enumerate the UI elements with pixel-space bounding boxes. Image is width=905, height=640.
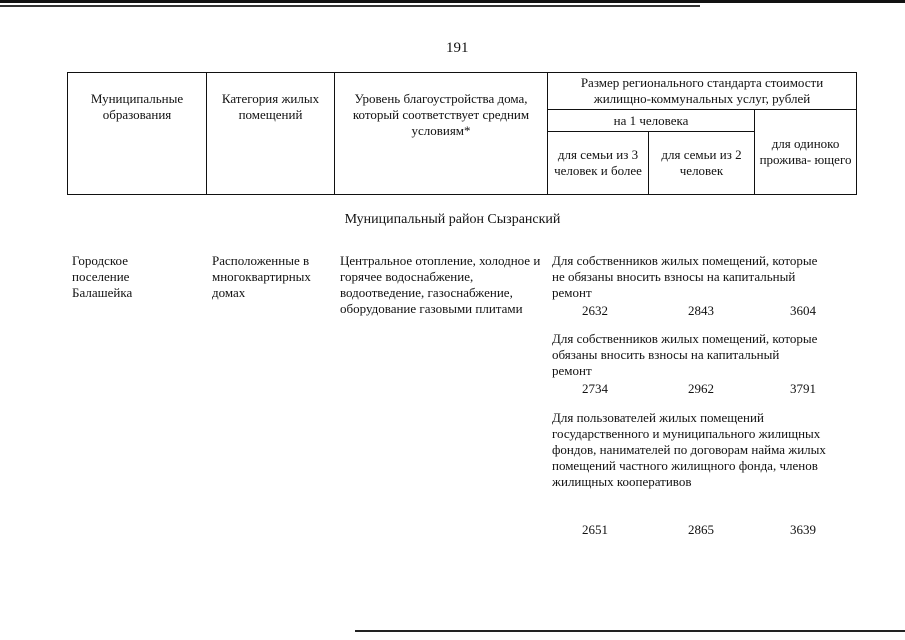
page-number: 191: [446, 40, 469, 56]
row-category: Расположенные в многоквартирных домах: [212, 253, 311, 300]
header-family-3: для семьи из 3 человек и более: [548, 132, 649, 195]
value-family3-group2: 2734: [582, 381, 608, 396]
group-label-3: Для пользователей жилых помещений государственного и муниципального жилищных фондов, нанимателей по договорам найма жилых помещений частного жилищного фонда, членов жилищных кооперативов: [552, 410, 826, 489]
section-title: Муниципальный район Сызранский: [344, 212, 561, 227]
value-single-group1: 3604: [790, 303, 816, 318]
value-single-group2: 3791: [790, 381, 816, 396]
header-municipal: Муниципальные образования: [68, 73, 207, 195]
group-label-2: Для собственников жилых помещений, которые обязаны вносить взносы на капитальный ремонт: [552, 331, 818, 378]
value-single-group3: 3639: [790, 522, 816, 537]
top-border-line-secondary: [0, 5, 700, 7]
table-header: [67, 72, 857, 195]
value-family3-group1: 2632: [582, 303, 608, 318]
header-level: Уровень благоустройства дома, который соответствует средним условиям*: [335, 73, 548, 195]
value-family2-group1: 2843: [688, 303, 714, 318]
header-per-person: на 1 человека: [548, 110, 755, 132]
header-single: для одиноко прожива- ющего: [755, 110, 857, 195]
header-category: Категория жилых помещений: [207, 73, 335, 195]
group-label-1: Для собственников жилых помещений, которые не обязаны вносить взносы на капитальный ремонт: [552, 253, 818, 300]
header-standard: Размер регионального стандарта стоимости жилищно-коммунальных услуг, рублей: [548, 73, 857, 110]
row-level: Центральное отопление, холодное и горячее водоснабжение, водоотведение, газоснабжение, оборудование газовыми плитами: [340, 253, 541, 316]
bottom-border-line: [355, 630, 905, 632]
row-municipality: Городское поселение Балашейка: [72, 253, 133, 300]
value-family2-group2: 2962: [688, 381, 714, 396]
value-family2-group3: 2865: [688, 522, 714, 537]
header-family-2: для семьи из 2 человек: [649, 132, 755, 195]
value-family3-group3: 2651: [582, 522, 608, 537]
top-border-line: [0, 0, 905, 3]
